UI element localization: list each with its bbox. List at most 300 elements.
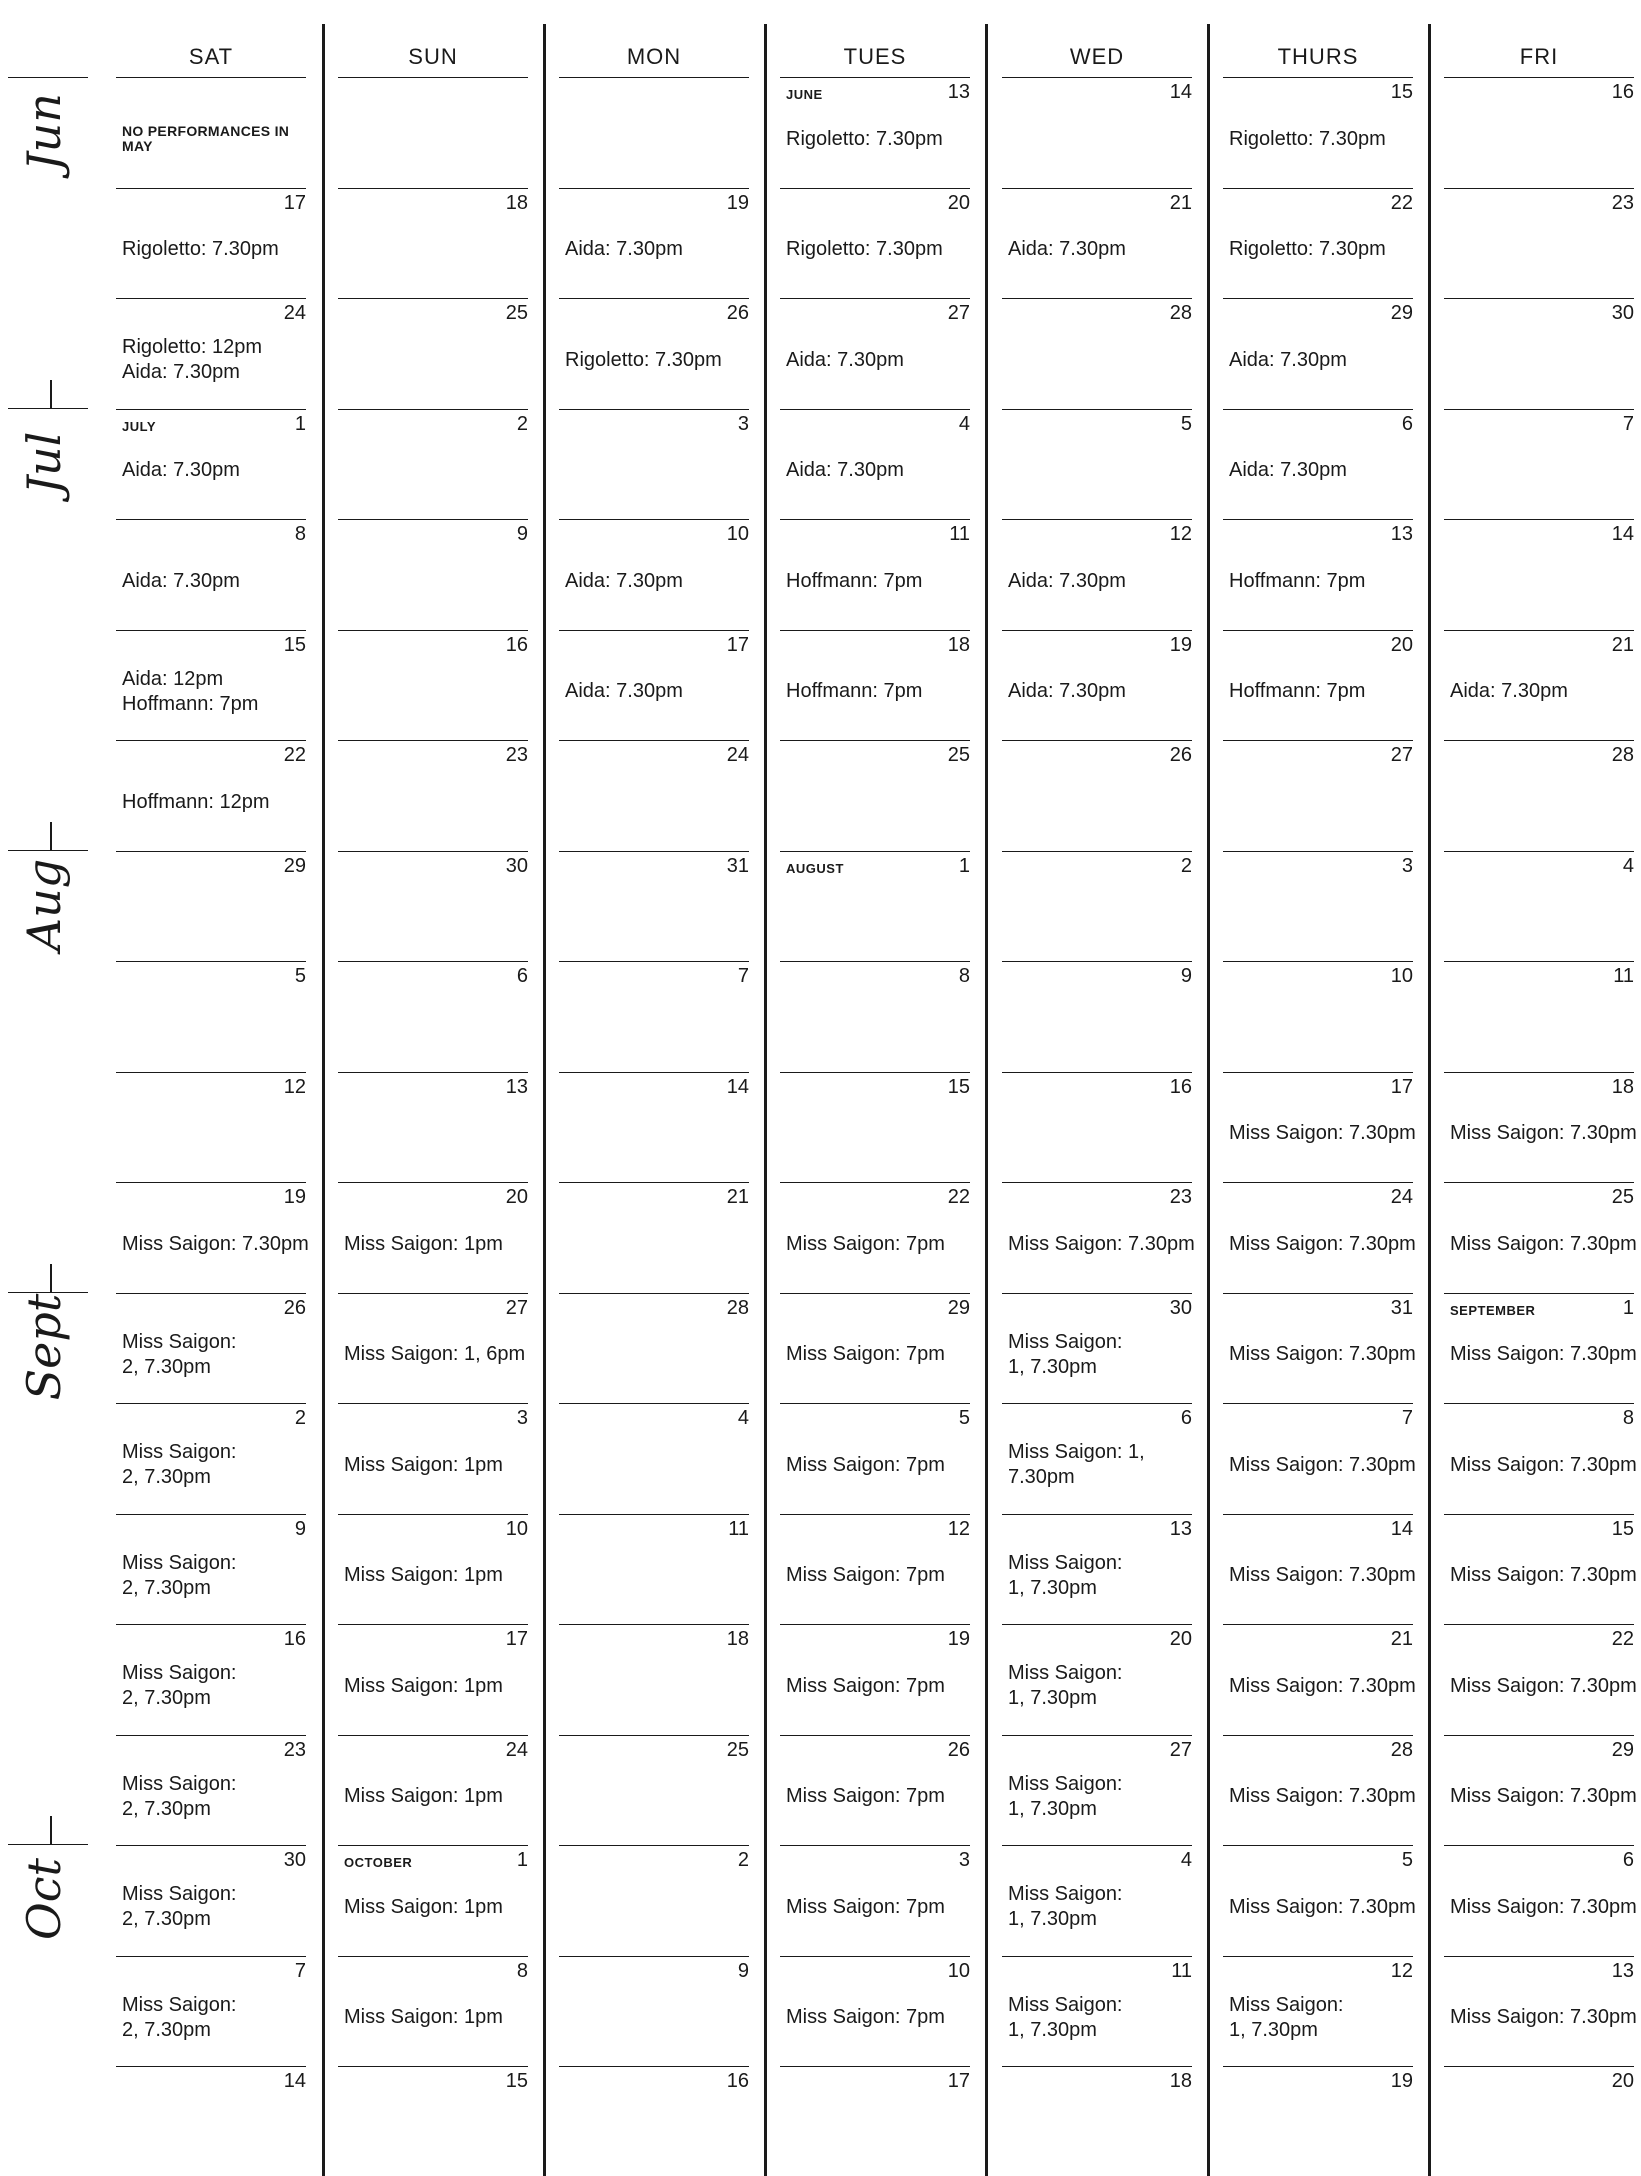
day-cell[interactable] (338, 77, 528, 187)
day-cell[interactable] (116, 188, 306, 298)
day-header-mon: MON (626, 44, 682, 69)
performance-entry[interactable]: 1, 7.30pm (1229, 2018, 1318, 2041)
performance-entry[interactable]: Miss Saigon: 7.30pm (1229, 1895, 1416, 1918)
performance-entry[interactable]: Miss Saigon: (1008, 1993, 1123, 2016)
day-cell[interactable] (1002, 188, 1192, 298)
day-cell[interactable] (1002, 519, 1192, 629)
day-cell[interactable] (1223, 77, 1413, 187)
day-cell[interactable] (559, 1403, 749, 1513)
day-cell[interactable] (1223, 1293, 1416, 1403)
day-cell[interactable] (1223, 298, 1413, 408)
day-cell[interactable] (1223, 1845, 1416, 1955)
day-cell[interactable] (780, 1293, 970, 1403)
day-cell[interactable] (1002, 1956, 1192, 2066)
day-cell[interactable] (1444, 1403, 1637, 1513)
performance-entry[interactable]: Miss Saigon: (122, 1441, 237, 1463)
day-cell[interactable] (1002, 961, 1192, 1071)
performance-entry[interactable]: Miss Saigon: (122, 1551, 237, 1574)
performance-entry[interactable]: Aida: 12pm (122, 667, 224, 690)
day-cell[interactable] (1002, 77, 1192, 187)
date-number: 13 (505, 1075, 528, 1098)
column-divider (322, 24, 325, 2176)
performance-entry[interactable]: Rigoletto: 7.30pm (786, 127, 943, 150)
day-cell[interactable] (1444, 1845, 1637, 1955)
day-cell[interactable] (1444, 1624, 1637, 1734)
day-cell[interactable] (338, 1403, 528, 1513)
performance-entry[interactable]: Miss Saigon: 1pm (344, 1895, 503, 1918)
performance-entry[interactable]: Miss Saigon: 7pm (786, 1453, 945, 1476)
day-cell[interactable] (338, 1514, 528, 1624)
day-cell[interactable] (780, 740, 970, 850)
event-list (1229, 1978, 1413, 2058)
performance-entry[interactable]: Miss Saigon: (1008, 1662, 1123, 1684)
day-cell[interactable] (1444, 1182, 1637, 1292)
day-cell[interactable] (559, 740, 749, 850)
performance-entry[interactable]: Miss Saigon: 1pm (344, 2006, 503, 2028)
day-cell[interactable] (116, 1403, 306, 1513)
date-number: 1 (294, 412, 306, 435)
day-cell[interactable] (559, 961, 749, 1071)
day-cell[interactable] (1444, 740, 1634, 850)
performance-entry[interactable]: Hoffmann: 7pm (1229, 680, 1366, 702)
day-cell[interactable] (559, 2066, 749, 2176)
performance-entry[interactable]: 1, 7.30pm (1008, 1687, 1097, 1709)
date-number: 11 (1613, 965, 1634, 987)
day-cell[interactable] (116, 1072, 306, 1182)
performance-entry[interactable]: Miss Saigon: 1pm (344, 1674, 503, 1697)
performance-entry[interactable]: Miss Saigon: 1, 6pm (344, 1343, 526, 1365)
day-cell[interactable] (116, 961, 306, 1071)
performance-entry[interactable]: Miss Saigon: 1, (1008, 1441, 1145, 1463)
performance-entry[interactable]: Miss Saigon: 7pm (786, 1232, 945, 1255)
day-cell[interactable] (780, 851, 970, 961)
performance-entry[interactable]: 1, 7.30pm (1008, 1576, 1097, 1599)
event-list (1450, 1315, 1637, 1395)
month-start-label: AUGUST (786, 860, 844, 876)
performance-entry[interactable]: Aida: 7.30pm (565, 569, 683, 592)
performance-entry[interactable]: Miss Saigon: (1229, 1993, 1344, 2016)
day-cell[interactable] (116, 630, 306, 740)
event-list (122, 1867, 306, 1947)
performance-entry[interactable]: Aida: 7.30pm (122, 459, 240, 481)
date-number: 22 (1390, 191, 1413, 214)
date-number: 14 (1611, 523, 1634, 545)
day-cell[interactable] (559, 1072, 749, 1182)
performance-entry[interactable]: 2, 7.30pm (122, 1797, 211, 1820)
performance-entry[interactable]: Aida: 7.30pm (1229, 348, 1347, 371)
performance-entry[interactable]: Hoffmann: 7pm (1229, 569, 1366, 592)
day-cell[interactable] (1223, 1514, 1416, 1624)
month-label-jul: Jul (17, 431, 71, 495)
day-cell[interactable] (559, 519, 749, 629)
performance-entry[interactable]: 2, 7.30pm (122, 1576, 211, 1599)
performance-entry[interactable]: Miss Saigon: 7pm (786, 1343, 945, 1365)
performance-entry[interactable]: Miss Saigon: 1pm (344, 1785, 503, 1807)
day-cell[interactable] (559, 409, 749, 519)
day-header-tues: TUES (843, 44, 907, 69)
event-list (1008, 1978, 1192, 2058)
day-cell[interactable] (1223, 851, 1413, 961)
day-cell[interactable] (338, 1072, 528, 1182)
month-label-aug: Aug (17, 858, 71, 952)
day-cell[interactable] (1444, 409, 1634, 519)
performance-entry[interactable]: 1, 7.30pm (1008, 2018, 1097, 2041)
date-number: 30 (1611, 302, 1634, 324)
performance-entry[interactable]: Miss Saigon: 7.30pm (1229, 1343, 1416, 1365)
performance-entry[interactable]: Miss Saigon: 7.30pm (1450, 1785, 1637, 1807)
day-cell[interactable] (116, 740, 306, 850)
event-list (1008, 1425, 1192, 1505)
performance-entry[interactable]: Miss Saigon: 7.30pm (1450, 1232, 1637, 1255)
date-number: 10 (947, 1959, 970, 1982)
date-number: 2 (737, 1849, 749, 1871)
date-number: 12 (1169, 523, 1192, 545)
day-cell[interactable] (338, 1845, 528, 1955)
day-cell[interactable] (559, 851, 749, 961)
event-list (786, 1867, 970, 1947)
day-cell[interactable] (116, 1293, 306, 1403)
month-start-label: SEPTEMBER (1450, 1302, 1536, 1318)
day-cell[interactable] (1002, 1182, 1195, 1292)
performance-entry[interactable]: Miss Saigon: 1pm (344, 1232, 503, 1255)
performance-entry[interactable]: Miss Saigon: 7.30pm (1229, 1453, 1416, 1476)
performance-entry[interactable]: Aida: 7.30pm (1008, 680, 1126, 702)
day-cell[interactable] (780, 1514, 970, 1624)
day-cell[interactable] (559, 77, 749, 187)
date-number: 3 (516, 1407, 528, 1429)
day-cell[interactable] (338, 851, 528, 961)
day-cell[interactable] (1002, 630, 1192, 740)
day-cell[interactable] (1002, 2066, 1192, 2176)
date-number: 30 (1169, 1296, 1192, 1319)
day-cell[interactable] (1444, 519, 1634, 629)
performance-entry[interactable]: Miss Saigon: 7.30pm (1229, 1785, 1416, 1807)
day-cell[interactable] (338, 961, 528, 1071)
performance-entry[interactable]: Rigoletto: 7.30pm (786, 238, 943, 260)
date-number: 8 (1622, 1407, 1634, 1429)
performance-entry[interactable]: Rigoletto: 7.30pm (1229, 127, 1386, 150)
day-cell[interactable] (780, 188, 970, 298)
performance-entry[interactable]: Miss Saigon: 7.30pm (1008, 1232, 1195, 1255)
day-cell[interactable] (780, 1845, 970, 1955)
performance-entry[interactable]: Miss Saigon: 7pm (786, 1564, 945, 1586)
day-cell[interactable] (338, 1182, 528, 1292)
performance-entry[interactable]: Miss Saigon: 7.30pm (1450, 1122, 1637, 1144)
performance-entry[interactable]: Miss Saigon: (1008, 1883, 1123, 1905)
event-list (122, 541, 306, 621)
day-cell[interactable] (1002, 851, 1192, 961)
date-number: 6 (1622, 1849, 1634, 1871)
performance-entry[interactable]: Rigoletto: 12pm (122, 336, 263, 358)
day-cell[interactable] (1444, 1735, 1637, 1845)
event-list (122, 431, 306, 511)
day-cell[interactable] (1223, 1956, 1413, 2066)
performance-entry[interactable]: Hoffmann: 7pm (122, 692, 259, 715)
performance-entry[interactable]: Aida: 7.30pm (1450, 680, 1568, 702)
event-list (1450, 1536, 1637, 1616)
day-cell[interactable] (338, 630, 528, 740)
day-cell[interactable] (116, 1182, 309, 1292)
month-start-label: JULY (122, 418, 157, 434)
performance-entry[interactable]: Rigoletto: 7.30pm (122, 238, 279, 260)
performance-entry[interactable]: Miss Saigon: 7.30pm (1229, 1122, 1416, 1144)
day-cell[interactable] (1002, 1293, 1192, 1403)
performance-entry[interactable]: Aida: 7.30pm (786, 459, 904, 481)
day-cell[interactable] (1223, 740, 1413, 850)
performance-entry[interactable]: Miss Saigon: 7pm (786, 1895, 945, 1918)
event-list (122, 1978, 306, 2058)
performance-entry[interactable]: Miss Saigon: (1008, 1772, 1123, 1795)
performance-entry[interactable]: Miss Saigon: 7.30pm (1229, 1232, 1416, 1255)
day-cell[interactable] (116, 1624, 306, 1734)
day-cell[interactable] (1444, 1072, 1637, 1182)
performance-entry[interactable]: Aida: 7.30pm (1008, 569, 1126, 592)
event-list (1008, 1757, 1192, 1837)
performance-entry[interactable]: 1, 7.30pm (1008, 1797, 1097, 1820)
day-cell[interactable] (338, 2066, 528, 2176)
performance-entry[interactable]: Aida: 7.30pm (786, 348, 904, 371)
performance-entry[interactable]: Miss Saigon: 7.30pm (1229, 1674, 1416, 1697)
date-number: 23 (1169, 1186, 1192, 1208)
month-label-jun: Jun (17, 93, 71, 171)
day-cell[interactable] (559, 298, 749, 408)
day-cell[interactable] (338, 298, 528, 408)
performance-entry[interactable]: Miss Saigon: (122, 1330, 237, 1353)
day-cell[interactable] (1002, 1735, 1192, 1845)
day-cell[interactable] (1444, 1514, 1637, 1624)
day-cell[interactable] (116, 2066, 306, 2176)
day-cell[interactable] (116, 77, 306, 187)
day-cell[interactable] (559, 630, 749, 740)
day-cell[interactable] (1002, 1403, 1192, 1513)
performance-entry[interactable]: 7.30pm (1008, 1466, 1075, 1488)
day-cell[interactable] (1223, 1624, 1416, 1734)
performance-entry[interactable]: Rigoletto: 7.30pm (565, 348, 722, 371)
day-cell[interactable] (338, 1956, 528, 2066)
date-number: 1 (516, 1849, 528, 1871)
day-cell[interactable] (1223, 519, 1413, 629)
day-cell[interactable] (1223, 1072, 1416, 1182)
performance-entry[interactable]: 2, 7.30pm (122, 1908, 211, 1930)
day-cell[interactable] (116, 1956, 306, 2066)
day-cell[interactable] (1002, 1514, 1192, 1624)
day-cell[interactable] (780, 298, 970, 408)
day-cell[interactable] (1223, 188, 1413, 298)
day-cell[interactable] (780, 1403, 970, 1513)
performance-entry[interactable]: Miss Saigon: 7.30pm (1450, 1564, 1637, 1586)
day-cell[interactable] (1444, 961, 1634, 1071)
performance-entry[interactable]: Miss Saigon: 7.30pm (1450, 1453, 1637, 1476)
day-cell[interactable] (1444, 298, 1634, 408)
day-cell[interactable] (1223, 1735, 1416, 1845)
performance-entry[interactable]: Miss Saigon: 7.30pm (1450, 1674, 1637, 1697)
day-cell[interactable] (559, 1845, 749, 1955)
performance-entry[interactable]: Miss Saigon: (1008, 1330, 1123, 1353)
date-number: 28 (1611, 744, 1634, 766)
day-cell[interactable] (338, 1735, 528, 1845)
event-list (122, 1315, 306, 1395)
month-label-sept: Sept (17, 1293, 71, 1401)
day-cell[interactable] (1444, 851, 1634, 961)
day-cell[interactable] (1223, 630, 1413, 740)
day-cell[interactable] (780, 630, 970, 740)
event-list (122, 210, 306, 290)
day-cell[interactable] (1223, 961, 1413, 1071)
date-number: 10 (1390, 965, 1413, 987)
day-cell[interactable] (780, 1735, 970, 1845)
performance-entry[interactable]: 2, 7.30pm (122, 1687, 211, 1709)
day-cell[interactable] (116, 298, 306, 408)
day-cell[interactable] (1444, 1293, 1637, 1403)
day-cell[interactable] (338, 1624, 528, 1734)
date-number: 14 (1169, 81, 1192, 103)
date-number: 28 (726, 1296, 749, 1319)
date-number: 19 (283, 1186, 306, 1208)
date-number: 23 (505, 744, 528, 766)
performance-entry[interactable]: 2, 7.30pm (122, 1466, 211, 1488)
event-list (344, 1315, 528, 1395)
day-cell[interactable] (1223, 409, 1413, 519)
performance-entry[interactable]: Hoffmann: 7pm (786, 680, 923, 702)
day-cell[interactable] (1444, 77, 1634, 187)
date-number: 4 (958, 412, 970, 435)
performance-entry[interactable]: Aida: 7.30pm (565, 238, 683, 260)
month-divider (8, 77, 88, 78)
performance-entry[interactable]: Hoffmann: 12pm (122, 790, 270, 813)
event-list (344, 1978, 528, 2058)
day-cell[interactable] (780, 961, 970, 1071)
performance-entry[interactable]: Aida: 7.30pm (1008, 238, 1126, 260)
day-cell[interactable] (338, 519, 528, 629)
event-list (1008, 1315, 1192, 1395)
performance-entry[interactable]: Aida: 7.30pm (122, 569, 240, 592)
performance-entry[interactable]: Miss Saigon: (1008, 1551, 1123, 1574)
performance-entry[interactable]: Miss Saigon: 7pm (786, 2006, 945, 2028)
performance-entry[interactable]: 1, 7.30pm (1008, 1355, 1097, 1378)
date-number: 7 (1622, 412, 1634, 435)
day-cell[interactable] (780, 519, 970, 629)
day-cell[interactable] (559, 1293, 749, 1403)
day-cell[interactable] (1002, 1072, 1192, 1182)
day-cell[interactable] (780, 1072, 970, 1182)
performance-entry[interactable]: 2, 7.30pm (122, 2018, 211, 2041)
date-number: 19 (726, 191, 749, 214)
performance-entry[interactable]: Miss Saigon: (122, 1883, 237, 1905)
day-cell[interactable] (780, 1624, 970, 1734)
day-cell[interactable] (1444, 630, 1634, 740)
performance-entry[interactable]: Aida: 7.30pm (565, 680, 683, 702)
day-cell[interactable] (116, 409, 306, 519)
date-number: 28 (1390, 1738, 1413, 1761)
day-cell[interactable] (1002, 409, 1192, 519)
day-cell[interactable] (780, 1956, 970, 2066)
day-cell[interactable] (559, 1735, 749, 1845)
performance-entry[interactable]: Miss Saigon: 7.30pm (1450, 1343, 1637, 1365)
day-cell[interactable] (116, 519, 306, 629)
performance-entry[interactable]: Hoffmann: 7pm (786, 569, 923, 592)
date-number: 18 (505, 191, 528, 214)
day-cell[interactable] (338, 409, 528, 519)
event-list (1450, 1978, 1637, 2058)
performance-entry[interactable]: 2, 7.30pm (122, 1355, 211, 1378)
date-number: 21 (1169, 191, 1192, 214)
day-cell[interactable] (559, 1514, 749, 1624)
day-cell[interactable] (780, 1182, 970, 1292)
day-cell[interactable] (116, 1845, 306, 1955)
performance-entry[interactable]: Miss Saigon: 7pm (786, 1785, 945, 1807)
day-cell[interactable] (780, 77, 970, 187)
performance-entry[interactable]: Aida: 7.30pm (122, 361, 240, 383)
performance-entry[interactable]: Miss Saigon: 7.30pm (1450, 1895, 1637, 1918)
day-cell[interactable] (338, 740, 528, 850)
day-cell[interactable] (1002, 1845, 1192, 1955)
month-divider (8, 1844, 88, 1845)
day-cell[interactable] (116, 1735, 306, 1845)
date-number: 25 (1611, 1186, 1634, 1208)
day-cell[interactable] (1223, 2066, 1413, 2176)
date-number: 20 (1390, 633, 1413, 656)
day-cell[interactable] (780, 409, 970, 519)
day-cell[interactable] (1002, 740, 1192, 850)
month-tick (50, 1264, 52, 1292)
day-cell[interactable] (1444, 2066, 1634, 2176)
performance-entry[interactable]: Miss Saigon: (122, 1772, 237, 1795)
day-cell[interactable] (1444, 188, 1634, 298)
performance-entry[interactable]: Miss Saigon: 7.30pm (1229, 1564, 1416, 1586)
date-number: 17 (1390, 1075, 1413, 1098)
column-divider (1428, 24, 1431, 2176)
date-number: 13 (1169, 1517, 1192, 1540)
date-number: 17 (726, 633, 749, 656)
performance-entry[interactable]: Rigoletto: 7.30pm (1229, 238, 1386, 260)
performance-entry[interactable]: Miss Saigon: (122, 1993, 237, 2016)
day-cell[interactable] (1002, 298, 1192, 408)
day-header-thurs: THURS (1277, 44, 1359, 69)
column-divider (1207, 24, 1210, 2176)
day-cell[interactable] (780, 2066, 970, 2176)
day-cell[interactable] (116, 1514, 306, 1624)
performance-entry[interactable]: Aida: 7.30pm (1229, 459, 1347, 481)
performance-entry[interactable]: Miss Saigon: 7.30pm (1450, 2006, 1637, 2028)
day-cell[interactable] (338, 188, 528, 298)
day-cell[interactable] (559, 188, 749, 298)
performance-entry[interactable]: Miss Saigon: 7.30pm (122, 1232, 309, 1255)
performance-entry[interactable]: Miss Saigon: 1pm (344, 1453, 503, 1476)
day-cell[interactable] (559, 1956, 749, 2066)
day-cell[interactable] (1223, 1403, 1416, 1513)
day-cell[interactable] (1223, 1182, 1416, 1292)
event-list (786, 541, 970, 621)
day-cell[interactable] (116, 851, 306, 961)
day-cell[interactable] (1444, 1956, 1637, 2066)
day-header-wed: WED (1069, 44, 1125, 69)
date-number: 27 (1390, 744, 1413, 766)
date-number: 15 (1390, 81, 1413, 103)
day-cell[interactable] (559, 1182, 749, 1292)
performance-entry[interactable]: Miss Saigon: (122, 1662, 237, 1684)
event-list (565, 652, 749, 732)
performance-entry[interactable]: Miss Saigon: 1pm (344, 1564, 503, 1586)
performance-entry[interactable]: 1, 7.30pm (1008, 1908, 1097, 1930)
event-list (1229, 1204, 1416, 1284)
day-cell[interactable] (338, 1293, 528, 1403)
date-number: 6 (1401, 412, 1413, 435)
day-cell[interactable] (559, 1624, 749, 1734)
performance-entry[interactable]: Miss Saigon: 7pm (786, 1674, 945, 1697)
date-number: 2 (1180, 854, 1192, 877)
date-number: 26 (726, 302, 749, 324)
day-cell[interactable] (1002, 1624, 1192, 1734)
